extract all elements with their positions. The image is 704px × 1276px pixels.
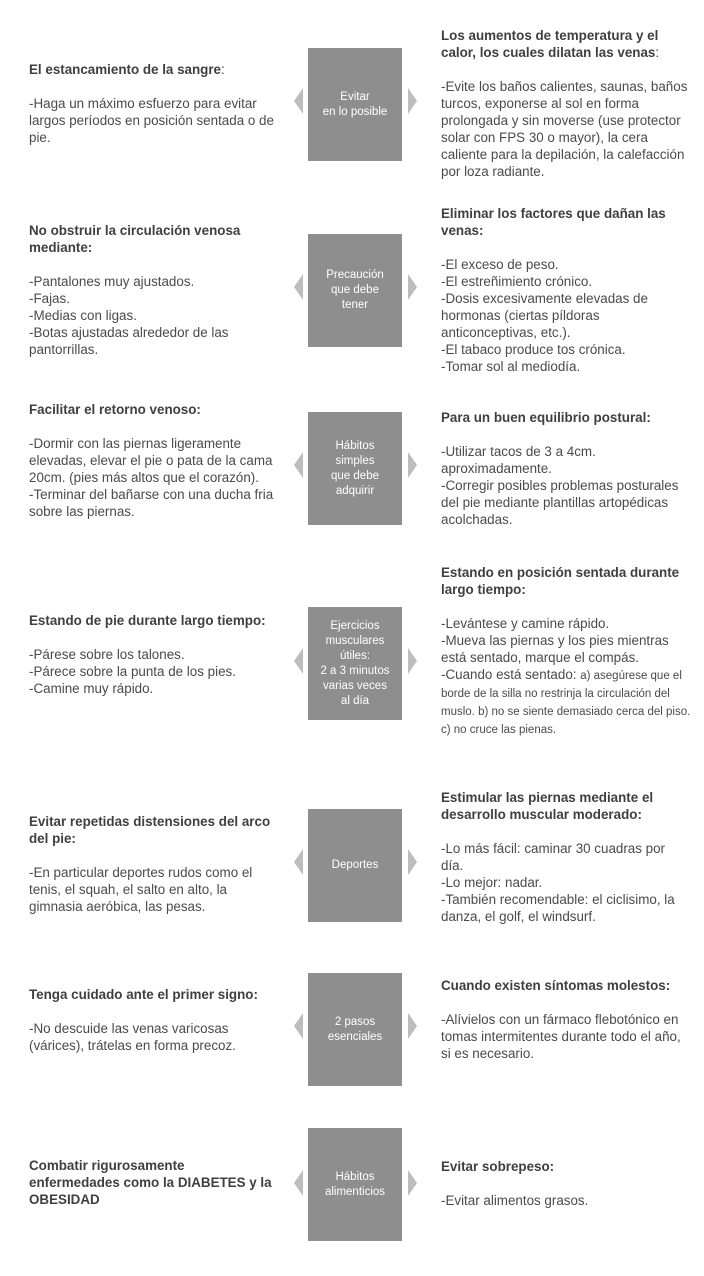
section-body: -Lo más fácil: caminar 30 cuadras por día. -Lo mejor: nadar. -También recomendable: el ciclisimo, la danza, el golf, el windsurf. [441, 841, 675, 924]
section-body: -Evite los baños calientes, saunas, baños turcos, exponerse al sol en forma prolongada y sin moverse (use protector solar con FPS 30 o mayor), la cera caliente para la depilación, la calefacción por loza radiante. [441, 79, 688, 179]
heading-colon: : [655, 45, 660, 60]
heading-colon: : [221, 62, 225, 77]
section-body-note [441, 666, 691, 738]
chevron-right-icon [408, 849, 417, 875]
chevron-left-icon [294, 849, 303, 875]
section-heading: Estando en posición sentada durante largo tiempo: [441, 565, 680, 597]
category-box: Deportes [308, 809, 402, 922]
left-column-block [29, 401, 274, 520]
left-column-block [29, 986, 274, 1054]
chevron-left-icon [294, 1013, 303, 1039]
note-lead: -Cuando está sentado: [441, 667, 581, 682]
chevron-right-icon [408, 1170, 417, 1196]
left-column-block [29, 1157, 274, 1208]
section-body: -Haga un máximo esfuerzo para evitar largos períodos en posición sentada o de pie. [29, 96, 274, 145]
category-box: Hábitos alimenticios [308, 1128, 402, 1241]
category-box: 2 pasos esenciales [308, 973, 402, 1086]
left-column-block [29, 61, 274, 146]
chevron-right-icon [408, 274, 417, 300]
heading-text: Los aumentos de temperatura y el calor, los cuales dilatan las venas [441, 28, 659, 60]
chevron-left-icon [294, 452, 303, 478]
section-heading: Evitar sobrepeso: [441, 1159, 555, 1174]
section-body: -Dormir con las piernas ligeramente elevadas, elevar el pie o pata de la cama 20cm. (pies más altos que el corazón). -Terminar del bañarse con una ducha fria sobre las piernas. [29, 436, 274, 519]
category-box: Evitar en lo posible [308, 48, 402, 161]
right-column-block [441, 205, 691, 375]
category-box: Ejercicios musculares útiles: 2 a 3 minutos varias veces al día [308, 607, 402, 720]
right-column-block [441, 789, 691, 925]
chevron-right-icon [408, 452, 417, 478]
chevron-left-icon [294, 648, 303, 674]
chevron-left-icon [294, 88, 303, 114]
section-heading: Estando de pie durante largo tiempo: [29, 613, 266, 628]
section-heading: Facilitar el retorno venoso: [29, 402, 201, 417]
chevron-left-icon [294, 1170, 303, 1196]
left-column-block [29, 222, 274, 358]
left-column-block [29, 813, 274, 915]
chevron-right-icon [408, 648, 417, 674]
section-heading: No obstruir la circulación venosa mediante: [29, 223, 241, 255]
section-heading [29, 61, 274, 78]
section-body: -Alívielos con un fármaco flebotónico en tomas intermitentes durante todo el año, si es necesario. [441, 1012, 681, 1061]
right-column-block [441, 977, 691, 1062]
section-body: -Utilizar tacos de 3 a 4cm. aproximadamente. -Corregir posibles problemas posturales del pie mediante plantillas artopédicas acolchadas. [441, 444, 679, 527]
chevron-left-icon [294, 274, 303, 300]
chevron-right-icon [408, 1013, 417, 1039]
section-heading: Para un buen equilibrio postural: [441, 410, 651, 425]
note-detail: a) asegúrese que el borde de la silla no restrinja la circulación del muslo. b) no se siente demasiado cerca del piso. c) no cruce las pienas. [441, 670, 691, 736]
section-heading: Eliminar los factores que dañan las venas: [441, 206, 666, 238]
section-heading: Cuando existen síntomas molestos: [441, 978, 671, 993]
section-heading: Evitar repetidas distensiones del arco del pie: [29, 814, 271, 846]
section-heading: Tenga cuidado ante el primer signo: [29, 987, 258, 1002]
section-heading: Combatir rigurosamente enfermedades como la DIABETES y la OBESIDAD [29, 1158, 272, 1207]
right-column-block [441, 564, 691, 738]
section-body: -Levántese y camine rápido. -Mueva las piernas y los pies mientras está sentado, marque el compás. [441, 616, 669, 665]
section-body: -En particular deportes rudos como el tenis, el squah, el salto en alto, la gimnasia aeróbica, las pesas. [29, 865, 253, 914]
section-body: -Evitar alimentos grasos. [441, 1193, 589, 1208]
section-body: -El exceso de peso. -El estreñimiento crónico. -Dosis excesivamente elevadas de hormonas (ciertas píldoras anticonceptivas, etc.). -El tabaco produce tos crónica. -Tomar sol al mediodía. [441, 257, 648, 374]
section-heading [441, 27, 691, 61]
section-body: -No descuide las venas varicosas (várices), trátelas en forma precoz. [29, 1021, 236, 1053]
category-box: Hábitos simples que debe adquirir [308, 412, 402, 525]
section-body: -Párese sobre los talones. -Párece sobre la punta de los pies. -Camine muy rápido. [29, 647, 236, 696]
heading-text: El estancamiento de la sangre [29, 62, 222, 77]
right-column-block [441, 1158, 691, 1209]
category-box: Precaución que debe tener [308, 234, 402, 347]
right-column-block [441, 409, 691, 528]
left-column-block [29, 612, 274, 697]
right-column-block [441, 27, 691, 180]
section-heading: Estimular las piernas mediante el desarrollo muscular moderado: [441, 790, 654, 822]
chevron-right-icon [408, 88, 417, 114]
section-body: -Pantalones muy ajustados. -Fajas. -Medias con ligas. -Botas ajustadas alrededor de las pantorrillas. [29, 274, 229, 357]
